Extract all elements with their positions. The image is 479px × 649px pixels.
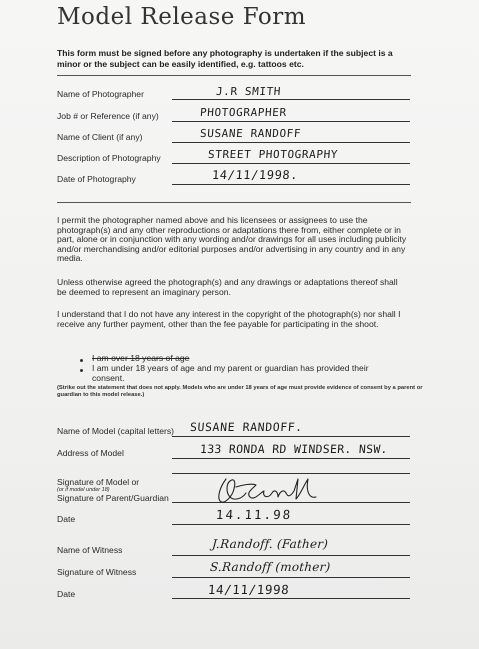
witness-signature-line	[172, 577, 410, 578]
job-reference-label: Job # or Reference (if any)	[57, 111, 159, 121]
section-divider	[57, 75, 411, 76]
terms-paragraph-copyright: I understand that I do not have any interest in the copyright of the photograph(s) nor shall I receive any further payment, other than the fee payable for participating in the shoot.	[57, 309, 401, 329]
photography-description-value[interactable]: STREET PHOTOGRAPHY	[207, 148, 339, 161]
witness-signature-label: Signature of Witness	[57, 567, 137, 577]
witness-name-line	[172, 555, 410, 556]
model-date-line	[172, 524, 410, 525]
model-name-value[interactable]: SUSANE RANDOFF.	[189, 420, 304, 434]
photography-description-line	[172, 163, 410, 164]
job-reference-line	[172, 121, 410, 122]
job-reference-value[interactable]: PHOTOGRAPHER	[199, 106, 288, 119]
model-date-value[interactable]: 14.11.98	[215, 507, 293, 522]
guardian-signature-label: Signature of Parent/Guardian	[57, 493, 169, 503]
terms-paragraph-imaginary: Unless otherwise agreed the photograph(s) and any drawings or adaptations thereof shall be deemed to represent an imaginary person.	[57, 277, 398, 297]
under-18-note: (or if model under 18)	[57, 487, 110, 493]
witness-signature-value[interactable]: S.Randoff (mother)	[209, 560, 331, 574]
model-address-line	[172, 458, 410, 459]
witness-name-value[interactable]: J.Randoff. (Father)	[211, 537, 329, 551]
address-extra-line	[172, 473, 410, 474]
photography-date-line	[172, 184, 410, 185]
model-name-line	[172, 436, 410, 437]
model-date-label: Date	[57, 514, 76, 524]
terms-paragraph-usage: I permit the photographer named above and his licensees or assignees to use the photograph(s) and any other reproductions or adaptations there from, either complete or in part, alone or in conjunction with any wording and/or drawings for all uses including publicity and/or merchandising and/or editorial purposes and/or advertising in any country and in any media.	[57, 215, 407, 264]
photography-date-value[interactable]: 14/11/1998.	[211, 168, 299, 182]
age-under-18-statement: I am under 18 years of age and my parent or guardian has provided their consent.	[92, 363, 369, 383]
witness-date-value[interactable]: 14/11/1998	[207, 582, 290, 597]
strike-out-note: (Strike out the statement that does not apply. Models who are under 18 years of age must provide evidence of consent by a parent or guardian to this model release.)	[57, 385, 423, 399]
client-name-line	[172, 142, 410, 143]
model-address-value[interactable]: 133 RONDA RD WINDSER. NSW.	[199, 442, 389, 456]
guardian-signature-image[interactable]	[212, 475, 322, 509]
bullet-dot	[80, 369, 83, 372]
client-name-label: Name of Client (if any)	[57, 132, 143, 142]
section-divider	[57, 202, 411, 203]
form-title: Model Release Form	[57, 4, 307, 30]
bullet-dot	[80, 359, 83, 362]
model-signature-label: Signature of Model or	[57, 477, 140, 487]
witness-date-label: Date	[57, 589, 76, 599]
client-name-value[interactable]: SUSANE RANDOFF	[199, 127, 302, 140]
signature-label-block	[57, 477, 207, 503]
form-intro: This form must be signed before any photography is undertaken if the subject is a minor or the subject can be easily identified, e.g. tattoos etc.	[57, 48, 393, 69]
photography-date-label: Date of Photography	[57, 174, 136, 184]
photographer-name-line	[172, 99, 410, 100]
model-address-label: Address of Model	[57, 448, 124, 458]
age-over-18-statement: I am over 18 years of age	[92, 353, 190, 363]
photographer-name-label: Name of Photographer	[57, 89, 144, 99]
photography-description-label: Description of Photography	[57, 153, 161, 163]
model-name-label: Name of Model (capital letters)	[57, 426, 175, 436]
witness-name-label: Name of Witness	[57, 545, 123, 555]
photographer-name-value[interactable]: J.R SMITH	[215, 85, 282, 98]
witness-date-line	[172, 598, 410, 599]
